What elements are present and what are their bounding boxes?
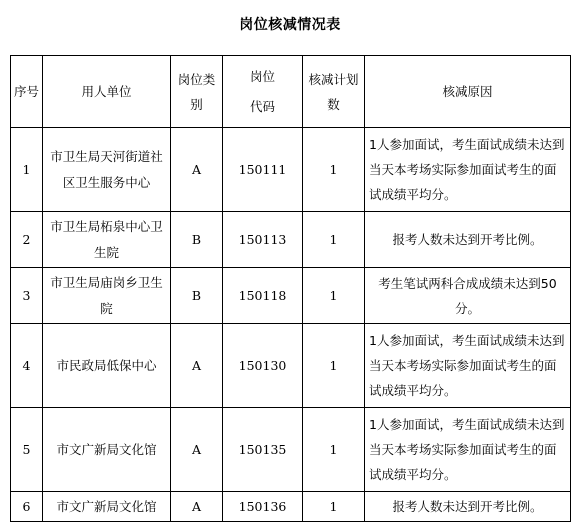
cell-seq: 6: [11, 492, 43, 522]
cell-unit: 市卫生局柘泉中心卫生院: [43, 212, 171, 268]
header-category: 岗位类别: [171, 56, 223, 128]
header-code-line1: 岗位: [249, 68, 275, 84]
cell-reduction: 1: [303, 408, 365, 492]
table-row: [11, 268, 571, 324]
cell-unit: 市民政局低保中心: [43, 324, 171, 408]
table-row: [11, 128, 571, 212]
cell-category: B: [171, 268, 223, 324]
cell-code: 150136: [223, 492, 303, 522]
header-code-line2: 代码: [249, 98, 275, 114]
cell-reason: 1人参加面试，考生面试成绩未达到当天本考场实际参加面试考生的面试成绩平均分。: [365, 128, 571, 212]
cell-unit: 市卫生局天河街道社区卫生服务中心: [43, 128, 171, 212]
reduction-table: [10, 55, 571, 522]
table-row: [11, 324, 571, 408]
header-reason: 核减原因: [365, 56, 571, 128]
cell-seq: 2: [11, 212, 43, 268]
cell-seq: 4: [11, 324, 43, 408]
cell-category: A: [171, 324, 223, 408]
header-seq: 序号: [11, 56, 43, 128]
cell-reason: 1人参加面试，考生面试成绩未达到当天本考场实际参加面试考生的面试成绩平均分。: [365, 324, 571, 408]
cell-reason: 报考人数未达到开考比例。: [365, 212, 571, 268]
cell-reduction: 1: [303, 212, 365, 268]
cell-category: A: [171, 408, 223, 492]
cell-code: 150113: [223, 212, 303, 268]
cell-code: 150118: [223, 268, 303, 324]
cell-category: A: [171, 128, 223, 212]
cell-seq: 3: [11, 268, 43, 324]
table-row: [11, 408, 571, 492]
cell-reason: 考生笔试两科合成成绩未达到50分。: [365, 268, 571, 324]
cell-reduction: 1: [303, 324, 365, 408]
cell-seq: 5: [11, 408, 43, 492]
page-title: 岗位核减情况表: [239, 17, 341, 33]
cell-unit: 市文广新局文化馆: [43, 408, 171, 492]
table-row: [11, 212, 571, 268]
cell-seq: 1: [11, 128, 43, 212]
cell-category: A: [171, 492, 223, 522]
cell-reason: 1人参加面试，考生面试成绩未达到当天本考场实际参加面试考生的面试成绩平均分。: [365, 408, 571, 492]
cell-reduction: 1: [303, 128, 365, 212]
header-code: [223, 56, 303, 128]
cell-unit: 市卫生局庙岗乡卫生院: [43, 268, 171, 324]
cell-code: 150135: [223, 408, 303, 492]
table-row: [11, 492, 571, 522]
cell-category: B: [171, 212, 223, 268]
cell-code: 150130: [223, 324, 303, 408]
cell-reduction: 1: [303, 268, 365, 324]
cell-unit: 市文广新局文化馆: [43, 492, 171, 522]
header-reduction: 核减计划数: [303, 56, 365, 128]
cell-reduction: 1: [303, 492, 365, 522]
header-unit: 用人单位: [43, 56, 171, 128]
cell-reason: 报考人数未达到开考比例。: [365, 492, 571, 522]
table-header-row: [11, 56, 571, 128]
cell-code: 150111: [223, 128, 303, 212]
